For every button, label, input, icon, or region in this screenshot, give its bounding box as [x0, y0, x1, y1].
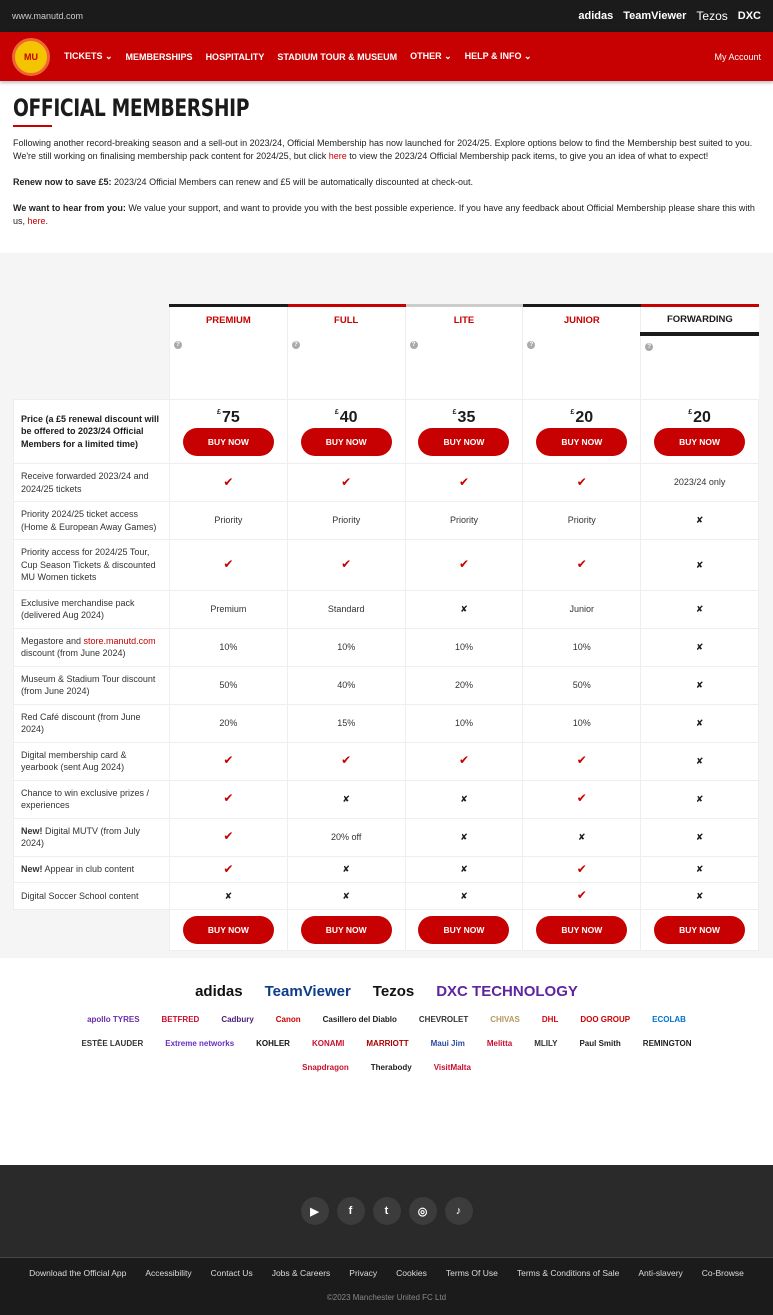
feature-value: Priority — [567, 515, 596, 526]
feature-value-cell — [405, 590, 523, 628]
renew-paragraph — [13, 176, 760, 189]
feature-value: 10% — [454, 641, 473, 652]
cross-icon: ✘ — [695, 641, 704, 652]
feature-value: Priority — [449, 515, 478, 526]
sponsor-logo-remington[interactable]: REMINGTON — [642, 1039, 692, 1048]
intro-section — [0, 81, 773, 253]
sponsor-logo-adidas[interactable]: adidas — [195, 983, 243, 1000]
empty-cell — [14, 909, 170, 950]
cross-icon: ✘ — [224, 890, 233, 901]
table-row — [14, 628, 759, 666]
feature-value: 10% — [337, 641, 356, 652]
feature-value-cell — [170, 818, 288, 856]
check-icon: ✔ — [223, 791, 234, 806]
check-icon: ✔ — [458, 557, 470, 571]
renew-heading: Renew now to save £5: — [13, 177, 112, 187]
feature-value-cell — [405, 540, 523, 591]
table-row — [14, 780, 759, 818]
tiktok-icon[interactable]: ♪ — [445, 1197, 473, 1225]
cross-icon: ✘ — [695, 603, 704, 614]
pack-items-link[interactable]: here — [328, 151, 347, 161]
feature-value-cell — [405, 628, 523, 666]
text: discount (from June 2024) — [21, 648, 126, 658]
cross-icon: ✘ — [460, 890, 468, 901]
feature-value-cell — [523, 818, 641, 856]
feature-value: 40% — [337, 679, 356, 690]
twitter-icon[interactable]: t — [373, 1197, 401, 1225]
table-row — [14, 502, 759, 540]
footer-link[interactable]: Terms Of Use — [445, 1268, 498, 1278]
cross-icon: ✘ — [578, 831, 586, 842]
feature-value-cell — [641, 704, 759, 742]
cross-icon: ✘ — [695, 559, 704, 570]
nav-other[interactable]: OTHER ⌄ — [410, 51, 452, 61]
new-badge: New! — [21, 864, 43, 874]
price-value: 75 — [221, 409, 240, 427]
tier-header-junior: JUNIOR — [523, 306, 641, 334]
footer-link[interactable]: Cookies — [396, 1268, 427, 1278]
table-row — [14, 590, 759, 628]
membership-comparison-table — [13, 304, 759, 951]
price-amount — [413, 407, 516, 425]
check-icon: ✔ — [576, 474, 587, 489]
sponsor-logo-apollo-tyres[interactable]: apollo TYRES — [87, 1015, 140, 1024]
text: Priority access for 2024/25 Tour, Cup Season Tickets & discounted MU Women tickets — [21, 547, 156, 582]
text: Digital MUTV (from July 2024) — [21, 825, 141, 848]
cross-icon: ✘ — [695, 831, 704, 842]
feedback-heading: We want to hear from you: — [13, 203, 126, 213]
text: Appear in club content — [42, 864, 135, 874]
feature-value-cell — [405, 780, 523, 818]
feature-value-cell — [287, 666, 405, 704]
cross-icon: ✘ — [695, 864, 704, 874]
feature-value-cell — [523, 666, 641, 704]
sponsor-tezos[interactable]: Tezos — [696, 9, 728, 23]
sponsor-logo-extreme-networks[interactable]: Extreme networks — [165, 1039, 235, 1048]
tier-info-cell — [641, 334, 759, 400]
feature-value-cell — [405, 502, 523, 540]
footer-link[interactable]: Contact Us — [210, 1268, 253, 1278]
table-row — [14, 818, 759, 856]
feature-value-cell — [523, 856, 641, 883]
currency-symbol: £ — [570, 409, 575, 417]
text: Priority 2024/25 ticket access (Home & European Away Games) — [21, 509, 157, 532]
text: Museum & Stadium Tour discount (from June 2024) — [21, 673, 156, 696]
text: We value your support, and want to provide you with the best possible experience. If you have any feedback about Official Membership please share this with us, — [13, 203, 755, 226]
text: Megastore and — [21, 635, 84, 646]
check-icon: ✔ — [576, 888, 587, 902]
footer-link[interactable]: Anti-slavery — [638, 1268, 683, 1278]
text: Red Café discount (from June 2024) — [21, 711, 141, 734]
feedback-link[interactable]: here — [27, 216, 46, 226]
sponsor-logo-teamviewer[interactable]: TeamViewer — [264, 983, 351, 1000]
sponsor-logo-cadbury[interactable]: Cadbury — [221, 1015, 254, 1024]
info-icon[interactable]: ? — [410, 341, 418, 349]
buy-now-button[interactable]: BUY NOW — [301, 428, 392, 456]
tier-info-cell — [287, 334, 405, 400]
sponsor-logo-est-e-lauder[interactable]: ESTĒE LAUDER — [81, 1039, 144, 1048]
price-label: Price (a £5 renewal discount will be offered to 2023/24 Official Members for a limited time) — [14, 400, 170, 464]
feature-label — [14, 502, 170, 540]
feature-label — [14, 704, 170, 742]
feature-value-cell — [523, 590, 641, 628]
cross-icon: ✘ — [342, 864, 350, 874]
buy-now-button[interactable]: BUY NOW — [301, 916, 392, 944]
text: to view the 2023/24 Official Membership pack items, to give you an idea of what to expect! — [346, 151, 709, 161]
price-value: 20 — [575, 409, 594, 427]
footer-bottom — [0, 1258, 773, 1315]
sponsor-logo-kohler[interactable]: KOHLER — [256, 1039, 290, 1048]
price-value: 20 — [693, 409, 711, 427]
feature-value-cell — [287, 883, 405, 910]
info-icon[interactable]: ? — [527, 341, 535, 349]
cross-icon: ✘ — [460, 831, 468, 842]
top-bar — [0, 0, 773, 32]
check-icon: ✔ — [576, 861, 587, 876]
top-sponsors — [578, 9, 761, 23]
feature-value-cell — [287, 464, 405, 502]
nav-help-info[interactable]: HELP & INFO ⌄ — [464, 51, 532, 61]
feature-value-cell — [523, 464, 641, 502]
main-nav — [0, 32, 773, 81]
feature-value: Priority — [214, 515, 243, 526]
buy-cell — [405, 909, 523, 950]
sponsor-logo-paul-smith[interactable]: Paul Smith — [579, 1039, 621, 1048]
sponsor-logo-dhl[interactable]: DHL — [541, 1015, 559, 1024]
footer-link[interactable]: Jobs & Careers — [271, 1268, 331, 1278]
nav-hospitality[interactable]: HOSPITALITY — [205, 51, 265, 62]
cross-icon: ✘ — [695, 890, 704, 901]
feature-value-cell — [641, 883, 759, 910]
feature-value: 15% — [337, 717, 356, 728]
feature-value-cell — [523, 704, 641, 742]
empty-cell — [14, 334, 170, 400]
new-badge: New! — [21, 825, 43, 836]
sponsor-logo-maui-jim[interactable]: Maui Jim — [430, 1039, 465, 1048]
feature-value-cell — [641, 856, 759, 883]
cross-icon: ✘ — [695, 793, 704, 804]
cross-icon: ✘ — [695, 515, 704, 526]
feature-value-cell — [405, 704, 523, 742]
feature-label — [14, 464, 170, 502]
feature-label — [14, 666, 170, 704]
feature-value-cell — [405, 666, 523, 704]
sponsor-logo-ecolab[interactable]: ECOLAB — [652, 1015, 686, 1024]
feature-value-cell — [170, 856, 288, 883]
feature-label — [14, 856, 170, 883]
feature-value-cell — [405, 464, 523, 502]
text: Digital membership card & yearbook (sent Aug 2024) — [21, 749, 127, 772]
sponsor-logo-tezos[interactable]: Tezos — [372, 983, 415, 1000]
footer-link[interactable]: Terms & Conditions of Sale — [516, 1268, 620, 1278]
tier-info-cell — [405, 334, 523, 400]
feature-value: 10% — [572, 717, 591, 728]
buy-now-button[interactable]: BUY NOW — [183, 916, 274, 944]
sponsor-logo-dxc-technology[interactable]: DXC TECHNOLOGY — [436, 983, 578, 1000]
feature-value-cell — [287, 780, 405, 818]
currency-symbol: £ — [217, 409, 221, 417]
feature-value-cell — [523, 502, 641, 540]
check-icon: ✔ — [576, 753, 587, 768]
feature-value-cell — [170, 780, 288, 818]
feature-value: Standard — [327, 603, 365, 614]
buy-now-button[interactable]: BUY NOW — [536, 428, 627, 456]
tier-header-forwarding: FORWARDING — [641, 306, 759, 334]
buy-now-button[interactable]: BUY NOW — [418, 428, 509, 456]
feature-value: 20% — [219, 717, 238, 728]
sponsor-logo-casillero-del-diablo[interactable]: Casillero del Diablo — [322, 1015, 397, 1024]
feature-value-cell — [405, 818, 523, 856]
buy-cell — [523, 909, 641, 950]
cross-icon: ✘ — [342, 793, 350, 804]
cross-icon: ✘ — [695, 755, 704, 766]
feature-value-cell — [287, 540, 405, 591]
feature-value-cell — [641, 742, 759, 780]
feature-value-cell — [641, 540, 759, 591]
text: Following another record-breaking season and a sell-out in 2023/24, Official Membership has now launched for 2024/25. Explore options below to find the Membership best suited to you. We're still working on finalising membership pack content for 2024/25, but click — [13, 138, 753, 161]
cross-icon: ✘ — [695, 679, 704, 690]
check-icon: ✔ — [223, 474, 234, 489]
club-crest-logo[interactable] — [12, 38, 50, 76]
check-icon: ✔ — [223, 861, 234, 876]
nav-stadium-tour[interactable]: STADIUM TOUR & MUSEUM — [277, 51, 398, 62]
sponsor-logo-therabody[interactable]: Therabody — [370, 1063, 412, 1072]
price-cell — [641, 400, 759, 464]
price-cell — [405, 400, 523, 464]
price-cell — [523, 400, 641, 464]
tier-info-cell — [170, 334, 288, 400]
feedback-paragraph — [13, 202, 760, 228]
info-icon[interactable]: ? — [174, 341, 182, 349]
facebook-icon[interactable]: f — [337, 1197, 365, 1225]
feature-value: 10% — [572, 641, 591, 652]
feature-value-cell — [405, 883, 523, 910]
feature-value-cell — [170, 502, 288, 540]
feature-value: Premium — [210, 603, 247, 614]
check-icon: ✔ — [458, 474, 470, 489]
feature-value-cell — [170, 883, 288, 910]
feature-value-cell — [170, 742, 288, 780]
feature-value: Priority — [332, 515, 361, 526]
my-account-link[interactable]: My Account — [714, 51, 761, 62]
feature-value-cell — [287, 502, 405, 540]
social-links — [0, 1165, 773, 1258]
currency-symbol: £ — [452, 409, 457, 417]
buy-cell — [287, 909, 405, 950]
buy-cell — [641, 909, 759, 950]
feature-value-cell — [523, 780, 641, 818]
feature-value-cell — [170, 464, 288, 502]
cross-icon: ✘ — [695, 717, 704, 728]
check-icon: ✔ — [223, 829, 234, 844]
buy-now-button[interactable]: BUY NOW — [536, 916, 627, 944]
feature-value-cell — [405, 742, 523, 780]
table-row — [14, 704, 759, 742]
footer-link[interactable]: Privacy — [349, 1268, 378, 1278]
feature-value-cell — [523, 628, 641, 666]
price-value: 40 — [339, 409, 358, 427]
text: 2023/24 Official Members can renew and £5 will be automatically discounted at check-out. — [111, 177, 474, 187]
feature-value-cell — [287, 590, 405, 628]
feature-label — [14, 818, 170, 856]
sponsor-logo-mlily[interactable]: MLILY — [534, 1039, 558, 1048]
sponsor-dxc[interactable]: DXC — [737, 10, 761, 22]
feature-value-cell — [287, 856, 405, 883]
footer-link[interactable]: Accessibility — [145, 1268, 192, 1278]
title-underline — [13, 125, 52, 127]
price-cell — [287, 400, 405, 464]
buy-cell — [170, 909, 288, 950]
footer-link[interactable]: Download the Official App — [29, 1268, 127, 1278]
feature-value: 10% — [454, 717, 473, 728]
feature-value-cell — [170, 628, 288, 666]
feature-value-cell — [287, 704, 405, 742]
feature-value: 10% — [219, 641, 238, 652]
check-icon: ✔ — [458, 753, 470, 768]
info-icon[interactable]: ? — [292, 341, 300, 349]
info-icon[interactable]: ? — [645, 343, 653, 351]
feature-label — [14, 628, 170, 666]
text: Digital Soccer School content — [21, 890, 139, 901]
table-row — [14, 742, 759, 780]
nav-tickets[interactable]: TICKETS ⌄ — [64, 51, 113, 61]
table-row — [14, 464, 759, 502]
feature-label — [14, 883, 170, 910]
text: Chance to win exclusive prizes / experiences — [21, 787, 150, 810]
table-row — [14, 883, 759, 910]
feature-value-cell — [287, 628, 405, 666]
feature-label — [14, 590, 170, 628]
table-row — [14, 666, 759, 704]
feature-value-cell — [641, 780, 759, 818]
price-amount — [530, 407, 633, 425]
feature-value-cell — [641, 818, 759, 856]
sponsor-logo-snapdragon[interactable]: Snapdragon — [302, 1063, 349, 1072]
site-domain: www.manutd.com — [12, 11, 84, 21]
page-title: OFFICIAL MEMBERSHIP — [13, 94, 250, 122]
feature-value: 20% off — [331, 831, 362, 842]
feature-value-cell — [170, 540, 288, 591]
feature-value-cell — [170, 590, 288, 628]
price-amount — [295, 407, 398, 425]
sponsor-logo-doo-group[interactable]: DOO GROUP — [580, 1015, 631, 1024]
check-icon: ✔ — [341, 753, 352, 768]
feature-value-cell — [641, 666, 759, 704]
feature-label — [14, 742, 170, 780]
text: Exclusive merchandise pack (delivered Aug 2024) — [21, 597, 135, 620]
feature-value: 20% — [454, 679, 473, 690]
sponsor-adidas[interactable]: adidas — [578, 10, 614, 22]
footer-links — [0, 1268, 773, 1278]
price-cell — [170, 400, 288, 464]
comparison-section — [0, 253, 773, 958]
check-icon: ✔ — [223, 753, 234, 768]
buy-now-button[interactable]: BUY NOW — [183, 428, 274, 456]
feature-value-cell — [641, 464, 759, 502]
feature-value-cell — [523, 742, 641, 780]
table-row — [14, 856, 759, 883]
check-icon: ✔ — [223, 557, 234, 571]
empty-cell — [14, 306, 170, 334]
sponsors-section — [0, 958, 773, 1165]
sponsor-logo-betfred[interactable]: BETFRED — [161, 1015, 200, 1024]
tier-info-cell — [523, 334, 641, 400]
buy-now-button[interactable]: BUY NOW — [654, 428, 745, 456]
youtube-icon[interactable]: ▶ — [301, 1197, 329, 1225]
sponsor-logo-visitmalta[interactable]: VisitMalta — [433, 1063, 471, 1072]
check-icon: ✔ — [341, 474, 352, 489]
feature-value: 2023/24 only — [673, 477, 726, 488]
intro-paragraph — [13, 137, 760, 163]
feature-value-cell — [287, 818, 405, 856]
buy-row — [14, 909, 759, 950]
buy-now-button[interactable]: BUY NOW — [654, 916, 745, 944]
nav-memberships[interactable]: MEMBERSHIPS — [125, 51, 193, 62]
tier-header-lite: LITE — [405, 306, 523, 334]
currency-symbol: £ — [334, 409, 339, 417]
price-value: 35 — [457, 409, 476, 427]
sponsor-teamviewer[interactable]: TeamViewer — [623, 10, 687, 22]
text: Receive forwarded 2023/24 and 2024/25 tickets — [21, 471, 149, 494]
crest-text: MU — [24, 51, 38, 62]
cross-icon: ✘ — [460, 864, 468, 874]
store-link[interactable]: store.manutd.com — [83, 635, 156, 646]
feature-value-cell — [641, 502, 759, 540]
cross-icon: ✘ — [460, 793, 468, 804]
feature-value-cell — [170, 704, 288, 742]
feature-label — [14, 540, 170, 591]
sponsor-logo-konami[interactable]: KONAMI — [311, 1039, 345, 1048]
check-icon: ✔ — [576, 791, 587, 806]
feature-value-cell — [170, 666, 288, 704]
currency-symbol: £ — [688, 409, 693, 417]
price-amount — [177, 407, 280, 425]
feature-value-cell — [405, 856, 523, 883]
feature-value-cell — [641, 628, 759, 666]
price-amount — [648, 407, 751, 425]
tier-header-full: FULL — [287, 306, 405, 334]
feature-value-cell — [641, 590, 759, 628]
table-row — [14, 540, 759, 591]
feature-value-cell — [523, 540, 641, 591]
sponsor-logo-chivas[interactable]: CHIVAS — [490, 1015, 520, 1024]
feature-value-cell — [523, 883, 641, 910]
sponsor-logo-chevrolet[interactable]: CHEVROLET — [418, 1015, 469, 1024]
check-icon: ✔ — [341, 557, 352, 571]
sponsor-logo-canon[interactable]: Canon — [275, 1015, 301, 1024]
cross-icon: ✘ — [342, 890, 350, 901]
cross-icon: ✘ — [460, 603, 468, 614]
copyright: ©2023 Manchester United FC Ltd — [326, 1293, 447, 1302]
tier-header-premium: PREMIUM — [170, 306, 288, 334]
instagram-icon[interactable]: ◎ — [409, 1197, 437, 1225]
feature-value: 50% — [572, 679, 591, 690]
check-icon: ✔ — [576, 557, 587, 571]
feature-value: Junior — [569, 603, 595, 614]
sponsor-logo-melitta[interactable]: Melitta — [486, 1039, 513, 1048]
text: . — [45, 216, 49, 226]
buy-now-button[interactable]: BUY NOW — [418, 916, 509, 944]
footer-link[interactable]: Co-Browse — [701, 1268, 744, 1278]
sponsor-logo-marriott[interactable]: MARRIOTT — [366, 1039, 409, 1048]
feature-value-cell — [287, 742, 405, 780]
feature-label — [14, 780, 170, 818]
feature-value: 50% — [219, 679, 238, 690]
